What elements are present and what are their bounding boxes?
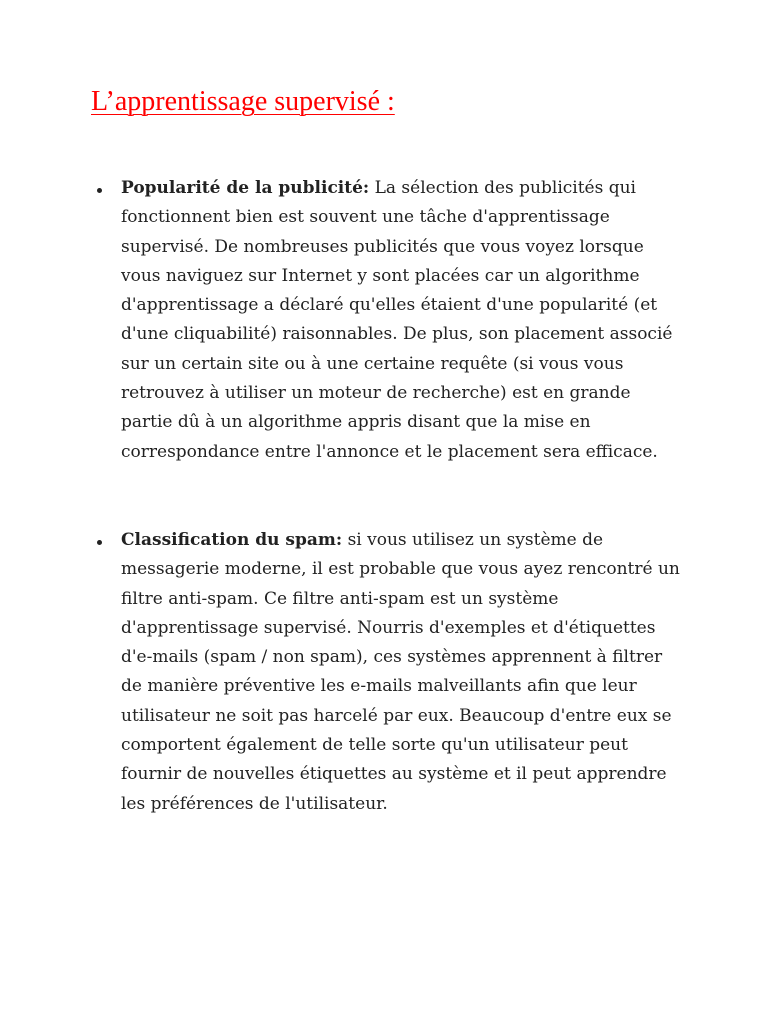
list-item-label: Popularité de la publicité: — [121, 178, 370, 198]
list-item-label: Classification du spam: — [121, 530, 343, 550]
list-item-paragraph — [121, 526, 681, 819]
bullet-icon — [97, 188, 102, 193]
list-item-paragraph — [121, 174, 681, 467]
bullet-icon — [97, 540, 102, 545]
list-item-body: si vous utilisez un système de messagerie moderne, il est probable que vous ayez rencontré un filtre anti-spam. Ce filtre anti-spam est un système d'apprentissage supervisé. Nourris d'exemples et d'étiquettes d'e-mails (spam / non spam), ces systèmes apprennent à filtrer de manière préventive les e-mails malveillants afin que leur utilisateur ne soit pas harcelé par eux. Beaucoup d'entre eux se comportent également de telle sorte qu'un utilisateur peut fournir de nouvelles étiquettes au système et il peut apprendre les préférences de l'utilisateur. — [121, 530, 680, 814]
list-item-body: La sélection des publicités qui fonctionnent bien est souvent une tâche d'apprentissage supervisé. De nombreuses publicités que vous voyez lorsque vous naviguez sur Internet y sont placées car un algorithme d'apprentissage a déclaré qu'elles étaient d'une popularité (et d'une cliquabilité) raisonnables. De plus, son placement associé sur un certain site ou à une certaine requête (si vous vous retrouvez à utiliser un moteur de recherche) est en grande partie dû à un algorithme appris disant que la mise en correspondance entre l'annonce et le placement sera efficace. — [121, 178, 673, 462]
page-title: L’apprentissage supervisé : — [91, 86, 395, 117]
